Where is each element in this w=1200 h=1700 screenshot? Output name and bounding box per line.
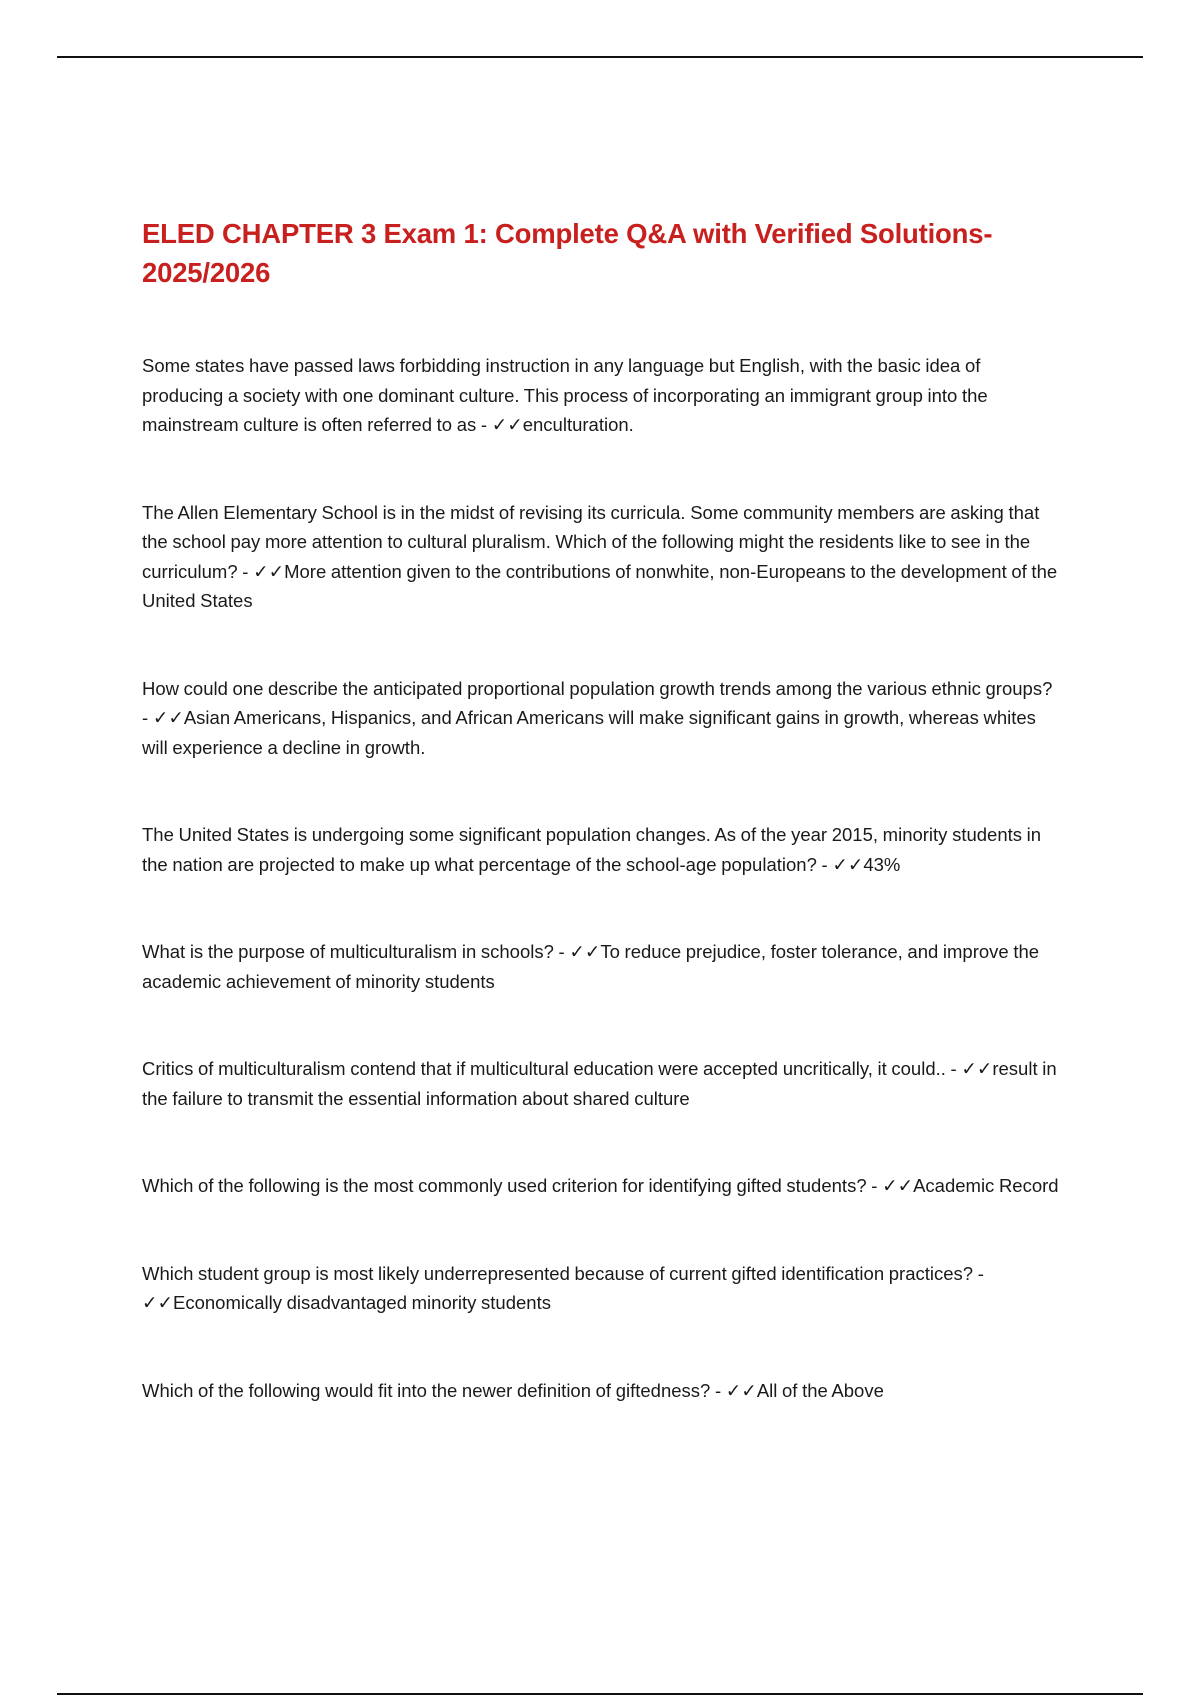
double-check-icon: ✓✓	[961, 1058, 993, 1079]
separator: -	[866, 1175, 883, 1196]
double-check-icon: ✓✓	[253, 560, 285, 582]
qa-item	[142, 1376, 1062, 1406]
answer-text: More attention given to the contributions of nonwhite, non-Europeans to the development of the United States	[142, 560, 1058, 611]
answer-text: Academic Record	[913, 1175, 1059, 1196]
qa-item	[142, 351, 1062, 440]
answer-text: To reduce prejudice, foster tolerance, and improve the academic achievement of minority students	[142, 941, 1040, 992]
double-check-icon: ✓✓	[832, 853, 864, 875]
separator: -	[710, 1379, 726, 1401]
top-horizontal-rule	[57, 56, 1143, 58]
separator: -	[816, 853, 833, 875]
question-text: Critics of multiculturalism contend that if multicultural education were accepted uncritically, it could..	[142, 1058, 946, 1079]
separator: -	[142, 707, 153, 728]
question-text: Some states have passed laws forbidding instruction in any language but English, with the basic idea of producing a society with one dominant culture. This process of incorporating an immigrant group into the mainstream culture is often referred to as	[142, 355, 988, 435]
separator: -	[476, 414, 492, 435]
question-text: How could one describe the anticipated proportional population growth trends among the various ethnic groups?	[142, 677, 1053, 699]
answer-text: result in the failure to transmit the essential information about shared culture	[142, 1058, 1057, 1109]
question-text: Which student group is most likely underrepresented because of current gifted identification practices?	[142, 1262, 974, 1284]
separator: -	[237, 560, 254, 582]
qa-list	[142, 351, 1062, 1405]
double-check-icon: ✓✓	[569, 941, 601, 962]
qa-item	[142, 674, 1062, 763]
answer-text: 43%	[863, 853, 901, 875]
qa-item	[142, 1259, 1062, 1318]
separator: -	[553, 941, 570, 962]
question-text: The United States is undergoing some significant population changes. As of the year 2015, minority students in the nation are projected to make up what percentage of the school-age population?	[142, 824, 1042, 875]
answer-text: enculturation.	[522, 414, 634, 435]
double-check-icon: ✓✓	[152, 707, 184, 728]
double-check-icon: ✓✓	[142, 1292, 174, 1313]
qa-item	[142, 1171, 1062, 1201]
question-text: The Allen Elementary School is in the midst of revising its curricula. Some community members are asking that the school pay more attention to cultural pluralism. Which of the following might the residents like to see in the curriculum?	[142, 501, 1040, 582]
answer-text: Asian Americans, Hispanics, and African Americans will make significant gains in growth, whereas whites will experience a decline in growth.	[142, 707, 1036, 758]
bottom-horizontal-rule	[57, 1693, 1143, 1695]
separator: -	[945, 1058, 962, 1079]
qa-item	[142, 498, 1062, 616]
document-title: ELED CHAPTER 3 Exam 1: Complete Q&A with Verified Solutions- 2025/2026	[142, 218, 993, 288]
double-check-icon: ✓✓	[882, 1175, 914, 1196]
question-text: What is the purpose of multiculturalism in schools?	[142, 941, 554, 962]
answer-text: Economically disadvantaged minority students	[173, 1292, 551, 1313]
question-text: Which of the following is the most commonly used criterion for identifying gifted students?	[142, 1175, 867, 1196]
qa-item	[142, 937, 1062, 996]
document-body	[142, 214, 1062, 1463]
separator: -	[973, 1262, 984, 1284]
qa-item	[142, 1054, 1062, 1113]
qa-item	[142, 820, 1062, 879]
answer-text: All of the Above	[756, 1379, 884, 1401]
double-check-icon: ✓✓	[725, 1379, 757, 1401]
question-text: Which of the following would fit into the newer definition of giftedness?	[142, 1379, 711, 1401]
double-check-icon: ✓✓	[491, 414, 523, 435]
